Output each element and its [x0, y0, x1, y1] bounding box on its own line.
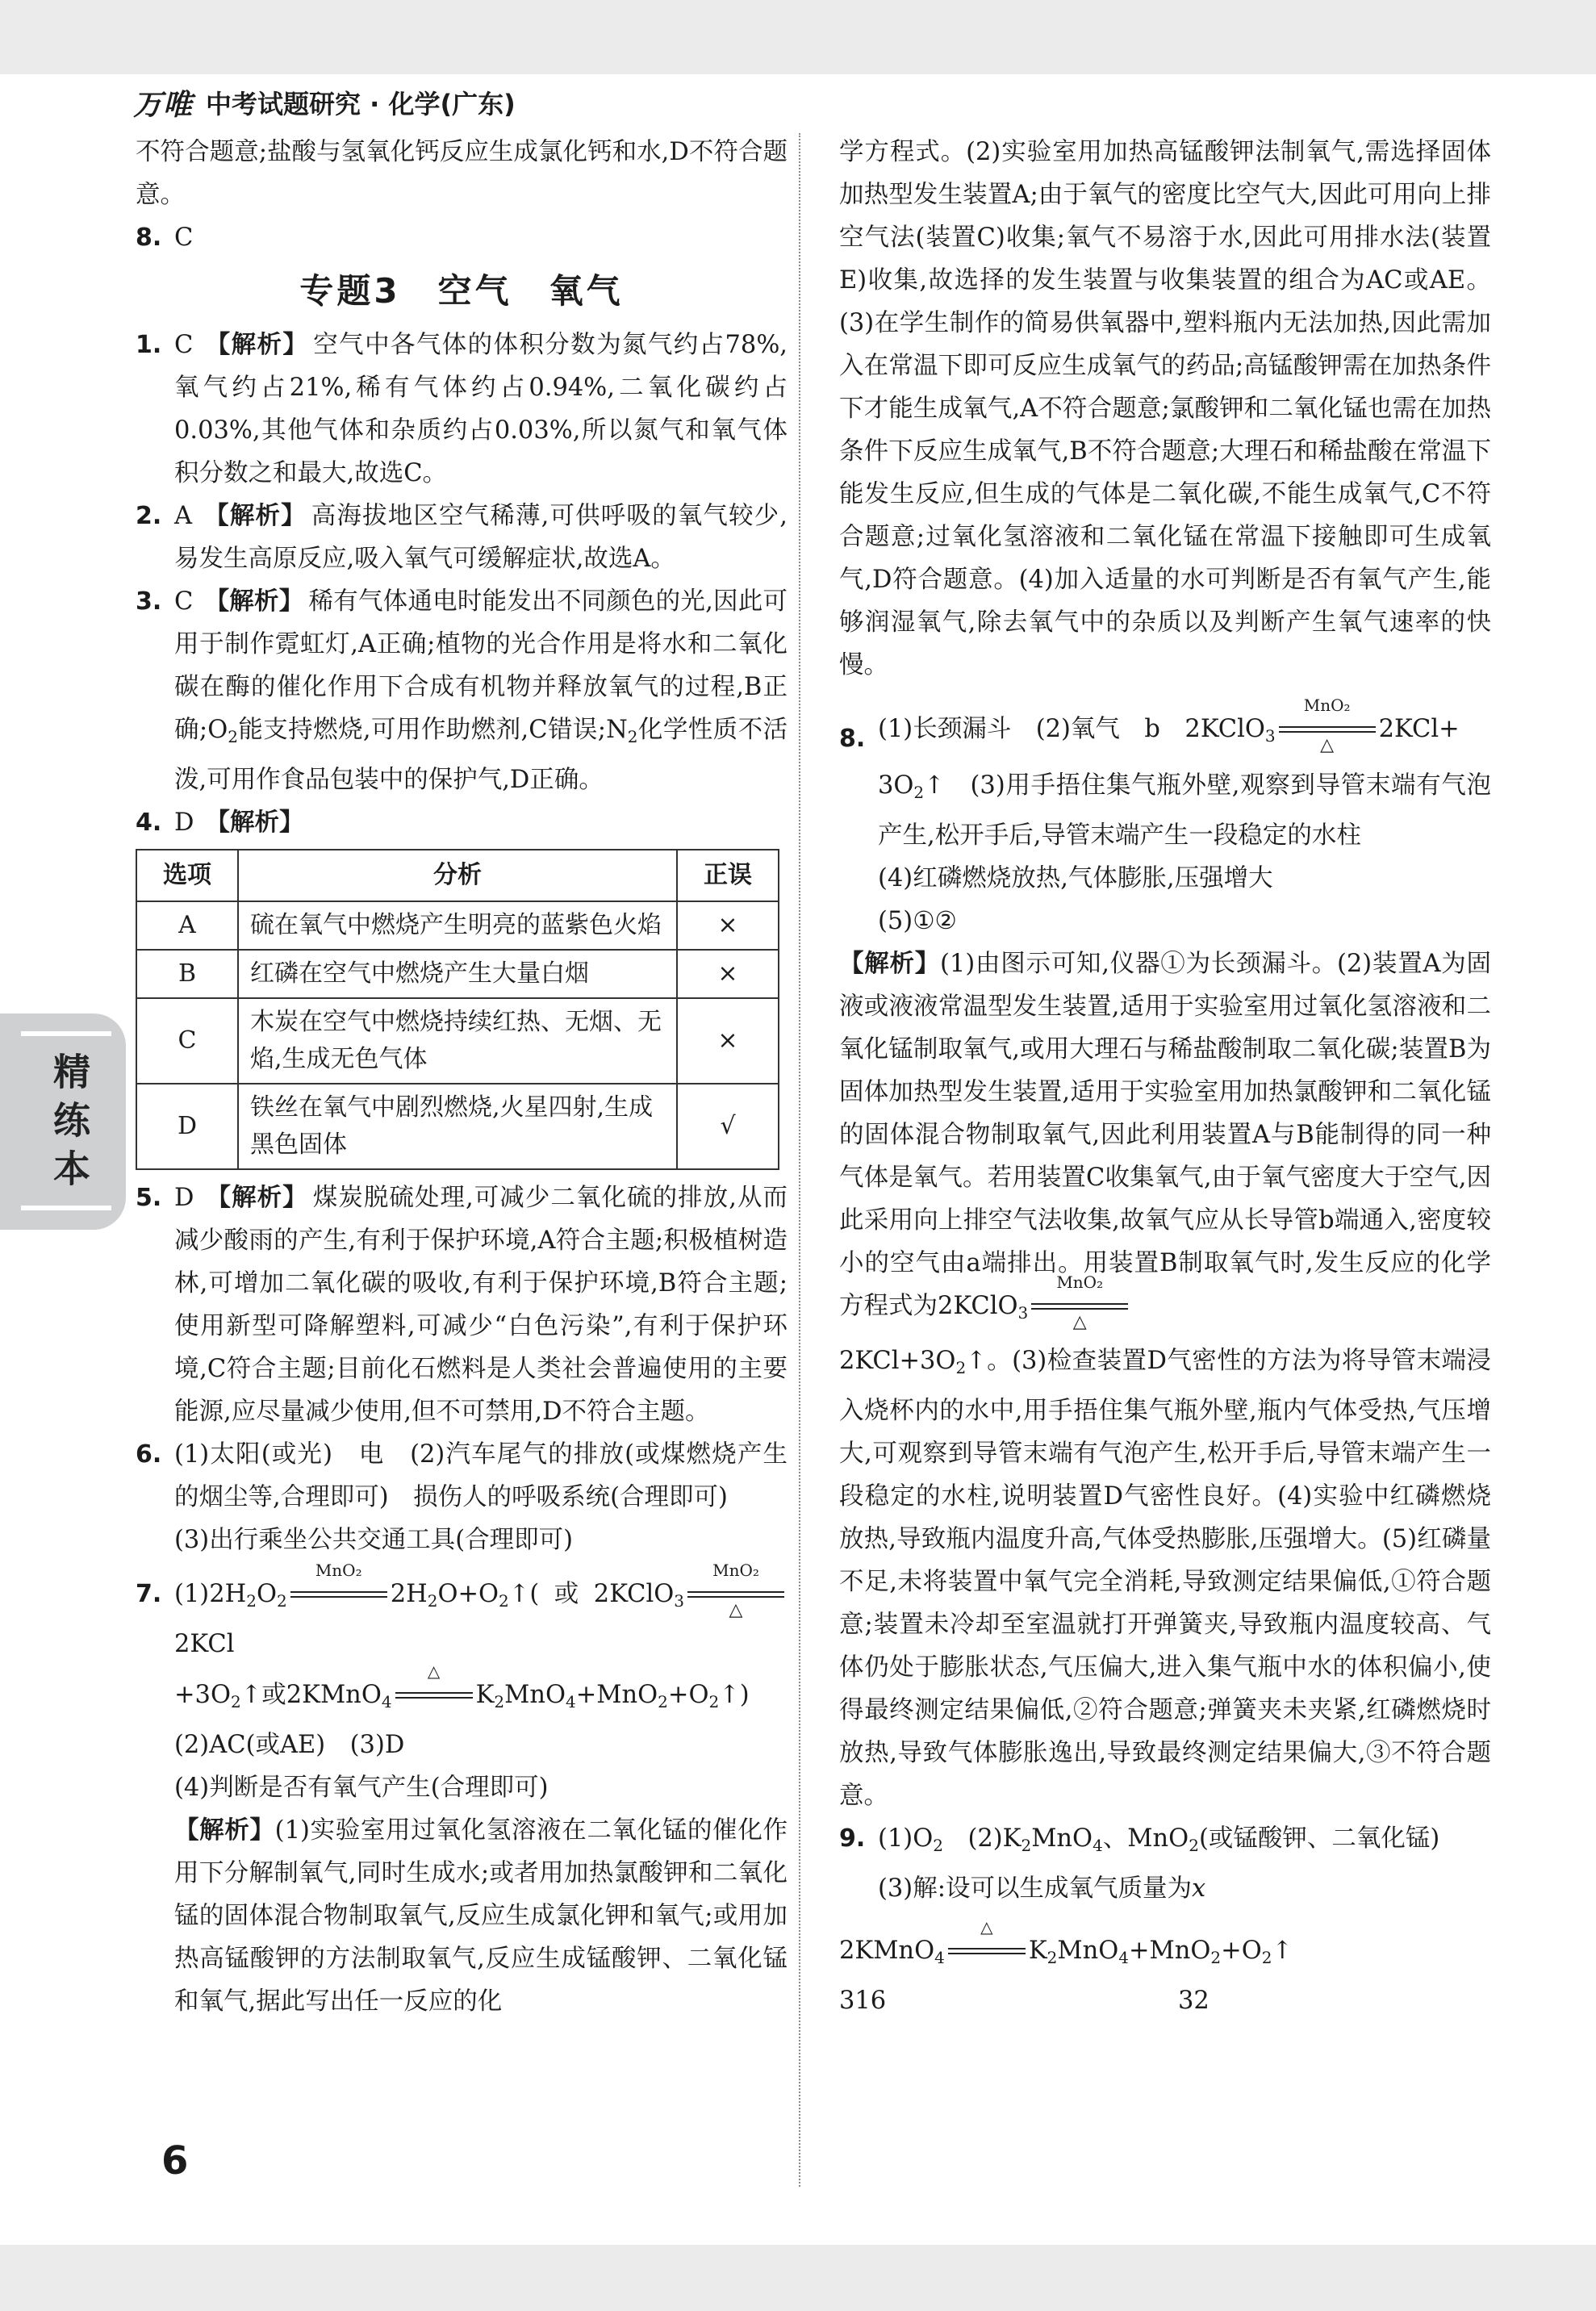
question-number: 5.	[136, 1184, 162, 1212]
subscript: 2	[276, 1591, 287, 1611]
column-header: 正误	[677, 850, 779, 901]
continued-text: 不符合题意;盐酸与氢氧化钙反应生成氯化钙和水,D不符合题意。	[136, 138, 788, 209]
subscript: 2	[427, 1591, 438, 1611]
eq-text: (3)解:设可以生成氧气质量为	[878, 1874, 1192, 1903]
analysis-text: 2KCl+3O	[839, 1347, 956, 1375]
reaction-arrow	[948, 1917, 1026, 1964]
eq-text: O+O	[437, 1580, 499, 1608]
option-cell: C	[136, 998, 238, 1084]
eq-text: +MnO	[575, 1681, 658, 1709]
question-5	[136, 1176, 788, 1433]
subscript: 2	[1021, 1836, 1032, 1855]
eq-text: K	[475, 1681, 495, 1709]
analysis-text: 高海拔地区空气稀薄,可供呼吸的氧气较少,易发生高原反应,吸入氧气可缓解症状,故选A。	[174, 502, 788, 573]
column-divider	[799, 133, 800, 2187]
mass-line	[839, 1979, 1491, 2022]
subscript: 2	[913, 783, 925, 802]
eq-text: 2H	[390, 1580, 428, 1608]
mark-cell: √	[677, 1084, 779, 1169]
analysis-text: 煤炭脱硫处理,可减少二氧化硫的排放,从而减少酸雨的产生,有利于保护环境,A符合主题;积极植树造林,可增加二氧化碳的吸收,有利于保护环境,B符合主题;使用新型可降解塑料,可减少“白色污染”,有利于保护环境,C符合主题;目前化石燃料是人类社会普遍使用的主要能源,应尽量减少使用,但不可禁用,D不符合主题。	[174, 1184, 788, 1426]
catalyst: MnO₂	[1056, 1273, 1104, 1292]
analysis-text: 化学性质不活泼,可用作食品包装中的保护气,D正确。	[174, 716, 788, 794]
question-number: 1.	[136, 331, 162, 359]
subscript: 3	[1017, 1303, 1029, 1323]
subscript: 2	[1210, 1948, 1222, 1967]
subscript: 4	[565, 1692, 576, 1711]
subscript: 4	[381, 1692, 392, 1711]
subscript: 2	[933, 1836, 943, 1855]
mark-cell: ×	[677, 901, 779, 950]
eq-text: 2KCl	[174, 1630, 235, 1658]
catalyst: MnO₂	[315, 1561, 362, 1580]
subscript: 3	[674, 1591, 684, 1611]
answer: A	[174, 502, 193, 530]
equation-line: $(1)2H_2O_2$ MnO₂ $2H_2O+O_2↑$(或2KClO$_3$ MnO₂ △ 2KCl	[174, 1573, 788, 1665]
reaction-arrow	[687, 1561, 784, 1620]
analysis-paragraph	[839, 1339, 1491, 1817]
side-tab-bar-bottom	[21, 1206, 111, 1210]
subscript: 4	[1118, 1948, 1129, 1967]
answer-line: (1)太阳(或光) 电 (2)汽车尾气的排放(或煤燃烧产生的烟尘等,合理即可) 损伤人的呼吸系统(合理即可)	[174, 1440, 788, 1511]
analysis-tag: 【解析】	[204, 587, 304, 616]
eq-text: ↑ (3)用手捂住集气瓶外壁,观察到导管末端有气泡产生,松开手后,导管末端产生一段稳定的水柱	[878, 771, 1491, 850]
eq-text: (1)长颈漏斗 (2)氧气 b 2KClO	[878, 715, 1265, 743]
answer-line: (5)①②	[878, 907, 957, 935]
analysis-tag: 【解析】	[174, 1816, 275, 1845]
eq-text: +O	[1221, 1937, 1262, 1965]
page-header	[133, 82, 516, 123]
analysis-text: (1)实验室用过氧化氢溶液在二氧化锰的催化作用下分解制氧气,同时生成水;或者用加热氯酸钾和二氧化锰的固体混合物制取氧气,反应生成氯化钾和氧气;或用加热高锰酸钾的方法制取氧气,反应生成锰酸钾、二氧化锰和氧气,据此写出任一反应的化	[174, 1816, 788, 2016]
question-7	[136, 1561, 788, 2023]
reaction-arrow	[1279, 696, 1376, 755]
eq-text: +MnO	[1128, 1937, 1211, 1965]
analysis-tag: 【解析】	[205, 809, 304, 837]
question-1	[136, 324, 788, 495]
answer-line	[878, 764, 1491, 857]
molar-mass: 32	[1178, 1987, 1210, 2015]
option-cell: D	[136, 1084, 238, 1169]
answer: D	[174, 809, 194, 837]
answer-line: (3)出行乘坐公共交通工具(合理即可)	[174, 1526, 574, 1554]
catalyst: MnO₂	[712, 1561, 759, 1580]
eq-text: (1)2H	[174, 1580, 247, 1608]
subscript: 2	[1047, 1948, 1058, 1967]
analysis-text: ↑。(3)检查装置D气密性的方法为将导管末端浸入烧杯内的水中,用手捂住集气瓶外壁,瓶内气体受热,气压增大,可观察到导管末端有气泡产生,松开手后,导管末端产生一段稳定的水柱,说明装置D气密性良好。(4)实验中红磷燃烧放热,导致瓶内温度升高,气体受热膨胀,压强增大。(5)红磷量不足,未将装置中氧气完全消耗,导致测定结果偏低,①符合题意;装置未冷却至室温就打开弹簧夹,导致瓶内温度较高、气体仍处于膨胀状态,气压偏大,进入集气瓶中水的体积偏小,使得最终测定结果偏低,②符合题意;弹簧夹未夹紧,红磷燃烧时放热,导致气体膨胀逸出,导致最终测定结果偏大,③不符合题意。	[839, 1347, 1491, 1810]
analysis-tag: 【解析】	[205, 1184, 308, 1212]
analysis-text: 稀有气体通电时能发出不同颜色的光,因此可用于制作霓虹灯,A正确;植物的光合作用是将水和二氧化碳在酶的催化作用下合成有机物并释放氧气的过程,B正确;O	[174, 587, 788, 744]
table-row	[136, 950, 779, 998]
answer-line: (4)红磷燃烧放热,气体膨胀,压强增大	[878, 864, 1273, 892]
subscript: 2	[228, 727, 238, 746]
side-tab-label: 精练本	[48, 1052, 91, 1197]
analysis-text: (1)由图示可知,仪器①为长颈漏斗。(2)装置A为固液或液液常温型发生装置,适用于实验室用过氧化氢溶液和二氧化锰制取氧气,或用大理石与稀盐酸制取二氧化碳;装置B为固体加热型发生装置,适用于实验室用加热氯酸钾和二氧化锰的固体混合物制取氧气,因此利用装置A与B能制得的同一种气体是氧气。若用装置C收集氧气,由于氧气密度大于空气,因此采用向上排空气法收集,故氧气应从长导管b端通入,密度较小的空气由a端排出。用装置B制取氧气时,发生反应的化学方程式为2KClO	[839, 950, 1491, 1320]
answer: D	[174, 1184, 194, 1212]
mark-cell: ×	[677, 998, 779, 1084]
analysis-tag: 【解析】	[839, 950, 941, 978]
continued-text: 学方程式。(2)实验室用加热高锰酸钾法制氧气,需选择固体加热型发生装置A;由于氧气的密度比空气大,因此可用向上排空气法(装置C)收集;氧气不易溶于水,因此可用排水法(装置E)收集,故选择的发生装置与收集装置的组合为AC或AE。(3)在学生制作的简易供氧器中,塑料瓶内无法加热,因此需加入在常温下即可反应生成氧气的药品;高锰酸钾需在加热条件下才能生成氧气,A不符合题意;氯酸钾和二氧化锰也需在加热条件下反应生成氧气,B不符合题意;大理石和稀盐酸在常温下能发生反应,但生成的气体是二氧化碳,不能生成氧气,C不符合题意;过氧化氢溶液和二氧化锰在常温下接触即可生成氧气,D符合题意。(4)加入适量的水可判断是否有氧气产生,能够润湿氧气,除去氧气中的杂质以及判断产生氧气速率的快慢。	[839, 138, 1491, 679]
answer-line	[878, 1817, 1491, 1867]
analysis-tag: 【解析】	[204, 331, 309, 359]
question-number: 7.	[136, 1580, 162, 1608]
analysis-cell: 硫在氧气中燃烧产生明亮的蓝紫色火焰	[238, 901, 677, 950]
mark-cell: ×	[677, 950, 779, 998]
question-number: 8.	[136, 224, 162, 252]
equation-line	[174, 1661, 788, 1724]
question-2	[136, 495, 788, 580]
eq-text: (2)K	[942, 1824, 1022, 1853]
question-number: 2.	[136, 502, 162, 530]
subscript: 2	[494, 1692, 505, 1711]
table-row	[136, 1084, 779, 1169]
equation-line	[839, 1917, 1491, 1979]
eq-text: K	[1028, 1937, 1047, 1965]
question-number: 6.	[136, 1440, 162, 1469]
catalyst: MnO₂	[1303, 696, 1351, 715]
option-cell: A	[136, 901, 238, 950]
answer-line: (4)判断是否有氧气产生(合理即可)	[174, 1774, 549, 1802]
subscript: 2	[955, 1358, 967, 1377]
answer: C	[174, 224, 194, 252]
side-tab	[0, 1013, 126, 1230]
page-number: 6	[161, 2138, 189, 2184]
table-row	[136, 998, 779, 1084]
brand-logo: 万唯	[133, 88, 194, 122]
subscript: 2	[246, 1591, 257, 1611]
question-number: 3.	[136, 587, 162, 616]
reaction-arrow	[395, 1661, 473, 1708]
analysis-tag: 【解析】	[203, 502, 307, 530]
eq-text: 2KCl+	[1378, 715, 1460, 743]
eq-text: MnO	[1057, 1937, 1119, 1965]
eq-text: MnO	[1031, 1824, 1093, 1853]
option-cell: B	[136, 950, 238, 998]
eq-text: ↑或2KMnO	[240, 1681, 382, 1709]
subscript: 3	[1264, 726, 1276, 746]
question-number: 4.	[136, 809, 162, 837]
analysis-cell: 木炭在空气中燃烧持续红热、无烟、无焰,生成无色气体	[238, 998, 677, 1084]
analysis-paragraph	[839, 942, 1491, 1335]
subscript: 2	[627, 727, 638, 746]
eq-text: MnO	[504, 1681, 566, 1709]
reaction-arrow	[1031, 1273, 1128, 1332]
side-tab-bar-top	[21, 1031, 111, 1036]
eq-text: ↑)	[719, 1681, 750, 1709]
analysis-paragraph	[174, 1809, 788, 2023]
question-3	[136, 580, 788, 801]
analysis-cell: 红磷在空气中燃烧产生大量白烟	[238, 950, 677, 998]
reaction-arrow	[290, 1561, 387, 1607]
answer: C	[174, 587, 194, 616]
answer-line: (2)AC(或AE) (3)D	[174, 1731, 405, 1759]
eq-text: 3O	[878, 771, 914, 800]
answer-line	[878, 696, 1491, 758]
subscript: 4	[1093, 1836, 1103, 1855]
eq-text: 2KMnO	[839, 1937, 935, 1965]
subscript: 4	[934, 1948, 945, 1967]
subscript: 2	[1261, 1948, 1272, 1967]
eq-text: ↑	[1272, 1937, 1293, 1965]
heat-symbol: △	[427, 1661, 441, 1681]
molar-mass: 316	[839, 1987, 887, 2015]
heat-symbol: △	[729, 1600, 743, 1620]
eq-text: ↑(或2KClO	[508, 1580, 675, 1608]
eq-text: +O	[667, 1681, 709, 1709]
table-row	[136, 901, 779, 950]
eq-text: (1)O	[878, 1824, 934, 1853]
section-title: 专题3 空气 氧气	[299, 271, 624, 311]
eq-text: (或锰酸钾、二氧化锰)	[1198, 1824, 1440, 1853]
heat-symbol: △	[980, 1917, 993, 1937]
analysis-text: 空气中各气体的体积分数为氮气约占78%,氧气约占21%,稀有气体约占0.94%,二氧化碳约占0.03%,其他气体和杂质约占0.03%,所以氮气和氧气体积分数之和最大,故选C。	[174, 331, 788, 487]
question-4	[136, 801, 788, 844]
eq-text: +3O	[174, 1681, 231, 1709]
heat-symbol: △	[1072, 1312, 1087, 1332]
answer: C	[174, 331, 194, 359]
right-column	[839, 131, 1491, 2022]
subscript: 2	[658, 1692, 668, 1711]
question-number: 8.	[839, 725, 866, 753]
subscript: 2	[708, 1692, 720, 1711]
column-header: 选项	[136, 850, 238, 901]
heat-symbol: △	[1320, 735, 1335, 755]
answer-line	[878, 1867, 1491, 1910]
analysis-table	[136, 849, 779, 1170]
book-title: 中考试题研究 · 化学(广东)	[206, 89, 516, 119]
question-number: 9.	[839, 1824, 866, 1853]
question-9	[839, 1817, 1491, 1910]
subscript: 2	[1189, 1836, 1199, 1855]
question-8	[136, 216, 788, 259]
question-8	[839, 696, 1491, 942]
subscript: 2	[230, 1692, 241, 1711]
variable: x	[1191, 1874, 1206, 1903]
left-column	[136, 131, 788, 2023]
question-6	[136, 1433, 788, 1561]
column-header: 分析	[238, 850, 677, 901]
eq-text: 、MnO	[1102, 1824, 1189, 1853]
analysis-cell: 铁丝在氧气中剧烈燃烧,火星四射,生成黑色固体	[238, 1084, 677, 1169]
table-header-row	[136, 850, 779, 901]
analysis-text: 能支持燃烧,可用作助燃剂,C错误;N	[237, 716, 628, 744]
subscript: 2	[499, 1591, 509, 1611]
